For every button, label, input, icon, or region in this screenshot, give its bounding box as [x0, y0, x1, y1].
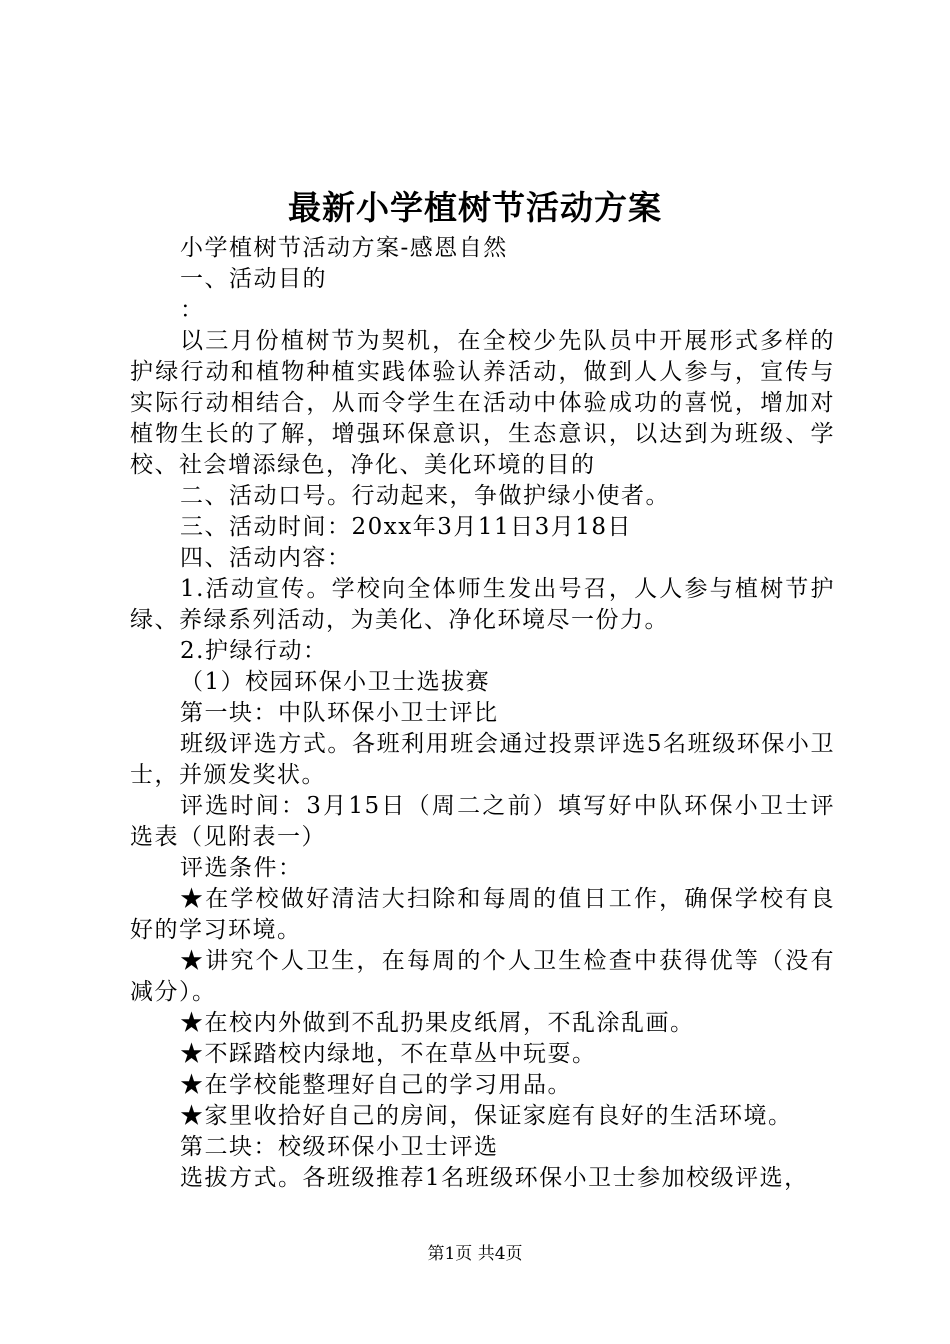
list-item-criterion: ★讲究个人卫生，在每周的个人卫生检查中获得优等（没有减分）。 [130, 948, 835, 1005]
paragraph-class-method: 班级评选方式。各班利用班会通过投票评选5名班级环保小卫士，并颁发奖状。 [130, 731, 835, 788]
paragraph-section-1-heading: 一、活动目的 [180, 266, 327, 292]
list-item-criterion: ★在学校做好清洁大扫除和每周的值日工作，确保学校有良好的学习环境。 [130, 886, 835, 943]
list-item-criterion: ★不踩踏校内绿地，不在草丛中玩耍。 [180, 1041, 597, 1067]
paragraph-promotion: 1.活动宣传。学校向全体师生发出号召，人人参与植树节护绿、养绿系列活动，为美化、净化环境尽一份力。 [130, 576, 835, 633]
paragraph-part-2: 第二块：校级环保小卫士评选 [180, 1134, 499, 1160]
paragraph-selection-time: 评选时间：3月15日（周二之前）填写好中队环保小卫士评选表（见附表一） [130, 793, 835, 850]
paragraph-colon: ： [180, 297, 205, 323]
document-body [130, 233, 835, 1194]
list-item-criterion: ★在校内外做到不乱扔果皮纸屑，不乱涂乱画。 [180, 1010, 695, 1036]
paragraph-slogan: 二、活动口号。行动起来，争做护绿小使者。 [180, 483, 670, 509]
paragraph-time: 三、活动时间：20xx年3月11日3月18日 [180, 514, 633, 540]
list-item-criterion: ★在学校能整理好自己的学习用品。 [180, 1072, 572, 1098]
document-title: 最新小学植树节活动方案 [288, 188, 662, 227]
paragraph-part-1: 第一块：中队环保小卫士评比 [180, 700, 499, 726]
page-number-footer: 第1页 共4页 [427, 1244, 523, 1264]
paragraph-school-method: 选拔方式。各班级推荐1名班级环保小卫士参加校级评选， [180, 1165, 809, 1191]
paragraph-contest: （1）校园环保小卫士选拔赛 [180, 669, 491, 695]
list-item-criterion: ★家里收拾好自己的房间，保证家庭有良好的生活环境。 [180, 1103, 793, 1129]
paragraph-green-action: 2.护绿行动： [180, 638, 328, 664]
paragraph-subtitle: 小学植树节活动方案-感恩自然 [180, 235, 508, 261]
paragraph-content-heading: 四、活动内容： [180, 545, 352, 571]
paragraph-criteria-heading: 评选条件： [180, 855, 303, 881]
paragraph-purpose: 以三月份植树节为契机，在全校少先队员中开展形式多样的护绿行动和植物种植实践体验认养活动，做到人人参与，宣传与实际行动相结合，从而令学生在活动中体验成功的喜悦，增加对植物生长的了解，增强环保意识，生态意识，以达到为班级、学校、社会增添绿色，净化、美化环境的目的 [130, 328, 835, 478]
